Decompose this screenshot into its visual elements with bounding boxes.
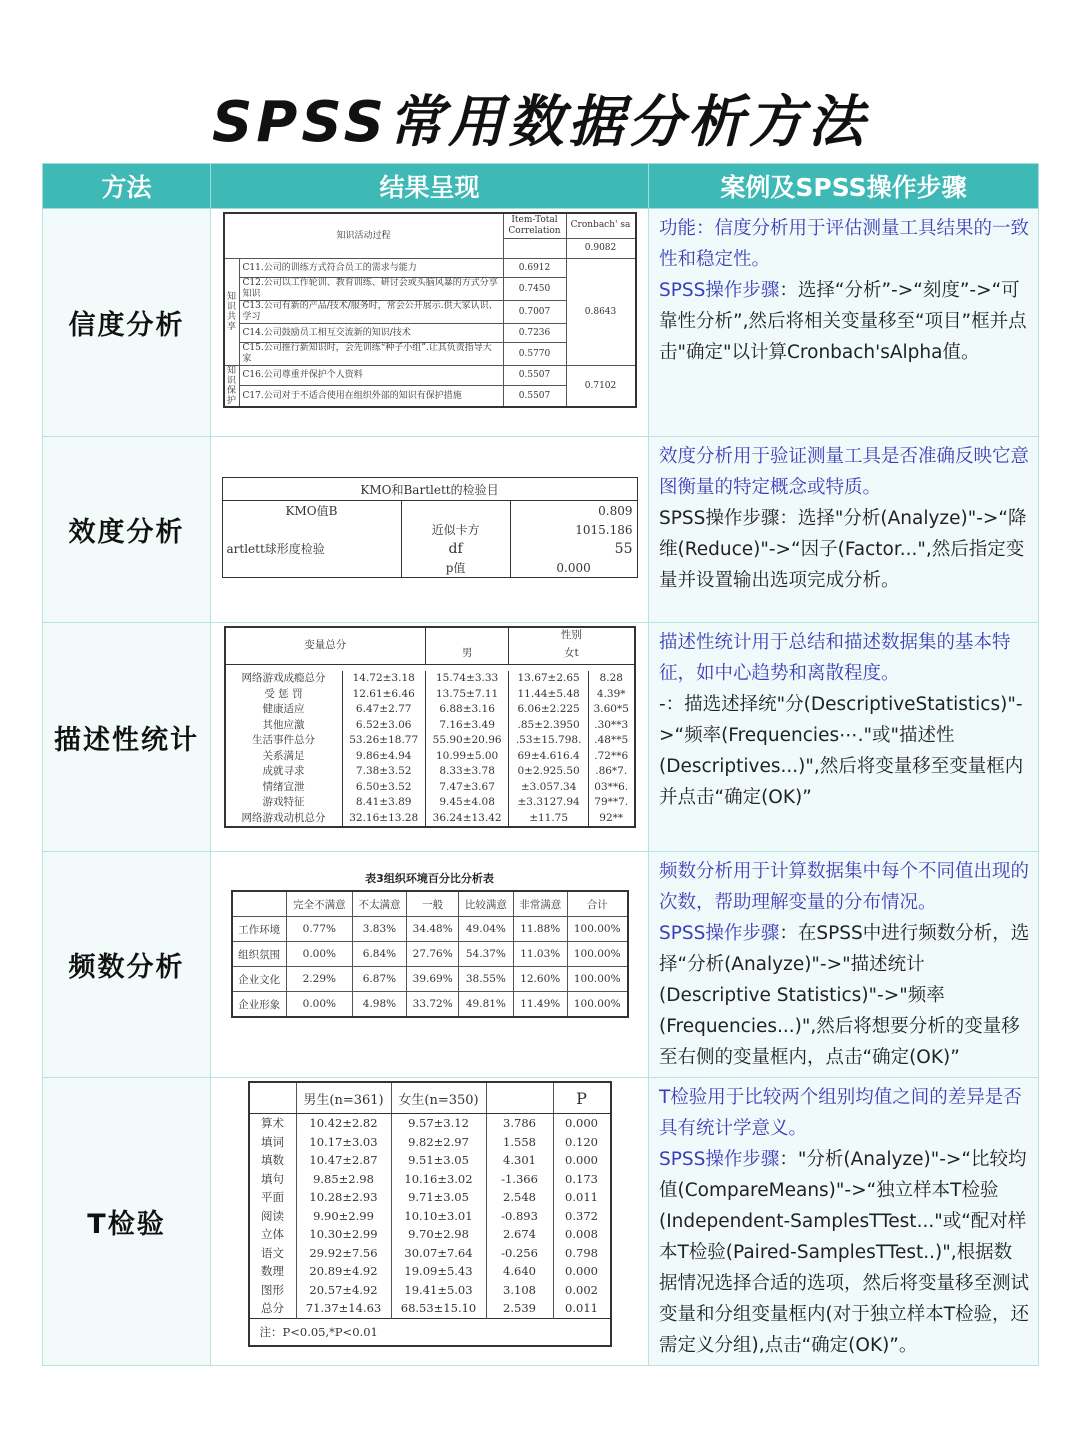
rel-value: 0.7450 bbox=[503, 278, 566, 301]
freq-cell: 11.49% bbox=[513, 992, 567, 1018]
p-label: p值 bbox=[401, 558, 510, 578]
ttest-cell: 填句 bbox=[249, 1170, 297, 1189]
frequency-desc-steps-label: SPSS操作步骤 bbox=[659, 923, 780, 944]
rel-group2-label: 知识保护 bbox=[224, 366, 240, 408]
ttest-cell: 29.92±7.56 bbox=[296, 1244, 391, 1263]
freq-caption: 表3组织环境百分比分析表 bbox=[365, 872, 494, 885]
freq-cell: 49.04% bbox=[459, 917, 513, 942]
desc-cell: 6.47±2.77 bbox=[342, 702, 425, 718]
ttest-col: 男生(n=361) bbox=[296, 1082, 391, 1114]
desc-cell: 3.60*5 bbox=[588, 702, 634, 718]
desc-cell: 69±4.616.4 bbox=[509, 749, 589, 765]
desc-cell: 55.90±20.96 bbox=[425, 733, 508, 749]
desc-cell: ±3.3127.94 bbox=[509, 795, 589, 811]
table-row bbox=[225, 702, 635, 718]
row-validity bbox=[43, 437, 1039, 623]
freq-col: 一般 bbox=[407, 891, 459, 917]
desc-cell: .86*7. bbox=[588, 764, 634, 780]
ttest-cell: 0.173 bbox=[553, 1170, 611, 1189]
ttest-note: 注：P<0.05,*P<0.01 bbox=[249, 1318, 611, 1346]
ttest-cell: 4.640 bbox=[486, 1262, 553, 1281]
desc-cell: 6.52±3.06 bbox=[342, 718, 425, 734]
desc-cell: 成就寻求 bbox=[225, 764, 343, 780]
freq-cell: 2.29% bbox=[286, 967, 352, 992]
method-frequency: 频数分析 bbox=[43, 852, 211, 1078]
ttest-cell: 1.558 bbox=[486, 1133, 553, 1152]
freq-cell: 33.72% bbox=[407, 992, 459, 1018]
page-title: SPSS常用数据分析方法 bbox=[211, 90, 869, 155]
ttest-cell: 4.301 bbox=[486, 1151, 553, 1170]
desc-cell: 15.74±3.33 bbox=[425, 671, 508, 687]
freq-cell: 27.76% bbox=[407, 942, 459, 967]
ttest-cell: 0.120 bbox=[553, 1133, 611, 1152]
row-frequency bbox=[43, 852, 1039, 1078]
ttest-cell: 9.71±3.05 bbox=[391, 1188, 486, 1207]
table-row bbox=[225, 780, 635, 796]
ttest-cell: 2.548 bbox=[486, 1188, 553, 1207]
table-row bbox=[225, 795, 635, 811]
rel-value: 0.5507 bbox=[503, 366, 566, 386]
kmo-caption: KMO和Bartlett的检验目 bbox=[222, 478, 637, 501]
frequency-desc-steps: ：在SPSS中进行频数分析，选择“分析(Analyze)"->"描述统计(Descriptive Statistics)"->"频率(Frequencies...)",然后将想要分析的变量移至右侧的变量框内，点击“确定(OK)” bbox=[659, 923, 1030, 1068]
desc-reliability bbox=[649, 209, 1039, 437]
desc-cell: 生活事件总分 bbox=[225, 733, 343, 749]
desc-cell: 其他应激 bbox=[225, 718, 343, 734]
table-row bbox=[249, 1262, 611, 1281]
ttest-desc-steps: ："分析(Analyze)"->“比较均值(CompareMeans)"->“独立样本T检验(Independent-SamplesTTest..."或“配对样本T检验(Paired-SamplesTTest..)",根据数据情况选择合适的选项，然后将变量移至测试变量和分组变量框内(对于独立样本T检验，还需定义分组),点击“确定(OK)”。 bbox=[659, 1149, 1030, 1356]
desc-cell: 92** bbox=[588, 811, 634, 828]
ttest-cell: 10.17±3.03 bbox=[296, 1133, 391, 1152]
desc-cell: 网络游戏成瘾总分 bbox=[225, 671, 343, 687]
desc-cell: 7.16±3.49 bbox=[425, 718, 508, 734]
ttest-cell: 总分 bbox=[249, 1299, 297, 1318]
desc-cell: 79**7. bbox=[588, 795, 634, 811]
desc-col-var: 变量总分 bbox=[225, 627, 426, 665]
desc-cell: 情绪宣泄 bbox=[225, 780, 343, 796]
freq-cell: 0.77% bbox=[286, 917, 352, 942]
freq-cell: 34.48% bbox=[407, 917, 459, 942]
validity-desc-intro: 效度分析用于验证测量工具是否准确反映它意图衡量的特定概念或特质。 bbox=[659, 446, 1030, 498]
freq-cell: 3.83% bbox=[352, 917, 406, 942]
ttest-cell: 9.82±2.97 bbox=[391, 1133, 486, 1152]
ttest-cell: 19.09±5.43 bbox=[391, 1262, 486, 1281]
table-row bbox=[232, 992, 628, 1018]
frequency-desc-intro: 频数分析用于计算数据集中每个不同值出现的次数，帮助理解变量的分布情况。 bbox=[659, 861, 1030, 913]
chi-label: 近似卡方 bbox=[401, 520, 510, 539]
freq-col: 非常满意 bbox=[513, 891, 567, 917]
rel-value: 0.7007 bbox=[503, 301, 566, 324]
table-row bbox=[225, 671, 635, 687]
ttest-col: 女生(n=350) bbox=[391, 1082, 486, 1114]
desc-cell: 36.24±13.42 bbox=[425, 811, 508, 828]
desc-col-gender: 性别 bbox=[509, 627, 635, 646]
table-row bbox=[232, 942, 628, 967]
ttest-cell: 20.57±4.92 bbox=[296, 1281, 391, 1300]
method-ttest: T检验 bbox=[43, 1078, 211, 1366]
desc-cell: .53±15.798. bbox=[509, 733, 589, 749]
ttest-cell: 10.30±2.99 bbox=[296, 1225, 391, 1244]
table-row bbox=[232, 967, 628, 992]
table-row bbox=[225, 733, 635, 749]
ttest-cell: 语文 bbox=[249, 1244, 297, 1263]
table-row bbox=[225, 764, 635, 780]
ttest-cell: 9.57±3.12 bbox=[391, 1114, 486, 1133]
table-row bbox=[249, 1225, 611, 1244]
row-reliability bbox=[43, 209, 1039, 437]
kmo-value: 0.809 bbox=[598, 503, 633, 518]
freq-cell: 组织氛围 bbox=[232, 942, 287, 967]
rel-header-process: 知识活动过程 bbox=[224, 213, 504, 259]
desc-cell: 6.06±2.225 bbox=[509, 702, 589, 718]
desc-cell: 13.75±7.11 bbox=[425, 687, 508, 703]
descriptive-table bbox=[224, 626, 636, 828]
ttest-cell: 0.011 bbox=[553, 1299, 611, 1318]
table-row bbox=[225, 749, 635, 765]
rel-header-alpha: Cronbach' sa bbox=[566, 213, 636, 238]
desc-cell: ±11.75 bbox=[509, 811, 589, 828]
freq-col: 合计 bbox=[567, 891, 627, 917]
freq-cell: 企业形象 bbox=[232, 992, 287, 1018]
desc-cell: 10.99±5.00 bbox=[425, 749, 508, 765]
row-descriptive bbox=[43, 623, 1039, 852]
desc-cell: 12.61±6.46 bbox=[342, 687, 425, 703]
freq-cell: 6.84% bbox=[352, 942, 406, 967]
desc-descriptive bbox=[649, 623, 1039, 852]
desc-cell: 8.33±3.78 bbox=[425, 764, 508, 780]
method-validity: 效度分析 bbox=[43, 437, 211, 623]
freq-col bbox=[232, 891, 287, 917]
rel-group1-label: 知识共享 bbox=[224, 259, 240, 366]
reliability-table bbox=[223, 212, 637, 408]
ttest-cell: 10.28±2.93 bbox=[296, 1188, 391, 1207]
desc-cell: 32.16±13.28 bbox=[342, 811, 425, 828]
ttest-cell: 0.798 bbox=[553, 1244, 611, 1263]
ttest-cell: 0.011 bbox=[553, 1188, 611, 1207]
ttest-cell: 0.372 bbox=[553, 1207, 611, 1226]
ttest-cell: -0.256 bbox=[486, 1244, 553, 1263]
descriptive-desc-steps: -：描选述择统"分(DescriptiveStatistics)"->“频率(Frequencies⋯."或"描述性(Descriptives...)",然后将变量移至变量框内并点击“确定(OK)” bbox=[659, 694, 1024, 808]
freq-cell: 100.00% bbox=[567, 942, 627, 967]
desc-frequency bbox=[649, 852, 1039, 1078]
desc-cell: 9.45±4.08 bbox=[425, 795, 508, 811]
kmo-label: KMO值B bbox=[222, 501, 401, 521]
desc-cell: 8.28 bbox=[588, 671, 634, 687]
rel-item: C11.公司的训练方式符合员工的需求与能力 bbox=[239, 259, 503, 278]
figure-descriptive bbox=[211, 623, 649, 852]
freq-cell: 企业文化 bbox=[232, 967, 287, 992]
df-value: 55 bbox=[614, 540, 633, 557]
ttest-cell: 9.70±2.98 bbox=[391, 1225, 486, 1244]
ttest-cell: 9.90±2.99 bbox=[296, 1207, 391, 1226]
figure-frequency bbox=[211, 852, 649, 1078]
ttest-cell: 3.108 bbox=[486, 1281, 553, 1300]
freq-cell: 100.00% bbox=[567, 967, 627, 992]
header-result: 结果呈现 bbox=[211, 164, 649, 209]
freq-col: 比较满意 bbox=[459, 891, 513, 917]
ttest-cell: 68.53±15.10 bbox=[391, 1299, 486, 1318]
rel-item: C15.公司推行新知识时，会先训练“种子小组”.让其负责指导大家 bbox=[239, 343, 503, 366]
kmo-table bbox=[222, 477, 638, 578]
figure-validity bbox=[211, 437, 649, 623]
table-row bbox=[249, 1151, 611, 1170]
row-ttest bbox=[43, 1078, 1039, 1366]
rel-item: C13.公司有新的产品/技术/服务时，常会公开展示.供大家认识、学习 bbox=[239, 301, 503, 324]
ttest-cell: 9.85±2.98 bbox=[296, 1170, 391, 1189]
freq-cell: 54.37% bbox=[459, 942, 513, 967]
ttest-cell: 0.000 bbox=[553, 1114, 611, 1133]
desc-cell: 6.50±3.52 bbox=[342, 780, 425, 796]
ttest-cell: 10.10±3.01 bbox=[391, 1207, 486, 1226]
ttest-col bbox=[249, 1082, 297, 1114]
table-row bbox=[249, 1188, 611, 1207]
freq-cell: 39.69% bbox=[407, 967, 459, 992]
desc-cell: 7.38±3.52 bbox=[342, 764, 425, 780]
desc-cell: 关系满足 bbox=[225, 749, 343, 765]
validity-desc-steps: SPSS操作步骤：选择"分析(Analyze)"->“降维(Reduce)"->“因子(Factor...",然后指定变量并设置输出选项完成分析。 bbox=[659, 508, 1027, 591]
rel-desc-steps-label: SPSS操作步骤 bbox=[659, 280, 780, 301]
freq-col: 完全不满意 bbox=[286, 891, 352, 917]
chi-value: 1015.186 bbox=[575, 522, 633, 537]
rel-item: C12.公司以工作轮训、教育训练、研讨会或头脑风暴的方式分享知识 bbox=[239, 278, 503, 301]
rel-value: 0.5770 bbox=[503, 343, 566, 366]
freq-cell: 6.87% bbox=[352, 967, 406, 992]
table-row bbox=[225, 811, 635, 828]
freq-cell: 0.00% bbox=[286, 942, 352, 967]
desc-cell: 14.72±3.18 bbox=[342, 671, 425, 687]
freq-cell: 11.88% bbox=[513, 917, 567, 942]
desc-col-female: 女t bbox=[509, 646, 635, 664]
freq-col: 不太满意 bbox=[352, 891, 406, 917]
methods-table bbox=[42, 163, 1039, 1366]
desc-cell: 4.39* bbox=[588, 687, 634, 703]
p-value: 0.000 bbox=[556, 560, 591, 575]
desc-cell: .48**5 bbox=[588, 733, 634, 749]
ttest-cell: 算术 bbox=[249, 1114, 297, 1133]
frequency-table bbox=[231, 890, 629, 1018]
desc-validity bbox=[649, 437, 1039, 623]
freq-cell: 0.00% bbox=[286, 992, 352, 1018]
rel-item: C16.公司尊重并保护个人资料 bbox=[239, 366, 503, 386]
header-steps: 案例及SPSS操作步骤 bbox=[649, 164, 1039, 209]
rel-group1-alpha: 0.8643 bbox=[566, 259, 636, 366]
ttest-cell: -0.893 bbox=[486, 1207, 553, 1226]
ttest-cell: 71.37±14.63 bbox=[296, 1299, 391, 1318]
desc-cell: 11.44±5.48 bbox=[509, 687, 589, 703]
ttest-cell: 0.008 bbox=[553, 1225, 611, 1244]
rel-group2-alpha: 0.7102 bbox=[566, 366, 636, 408]
ttest-cell: 10.16±3.02 bbox=[391, 1170, 486, 1189]
desc-cell: 网络游戏动机总分 bbox=[225, 811, 343, 828]
method-reliability: 信度分析 bbox=[43, 209, 211, 437]
rel-value: 0.7236 bbox=[503, 324, 566, 343]
figure-ttest bbox=[211, 1078, 649, 1366]
desc-cell: 游戏特征 bbox=[225, 795, 343, 811]
bartlett-label: artlett球形度检验 bbox=[222, 539, 401, 558]
table-row bbox=[249, 1133, 611, 1152]
rel-header-itc: Item-Total Correlation bbox=[503, 213, 566, 238]
table-header-row bbox=[43, 164, 1039, 209]
desc-cell: 53.26±18.77 bbox=[342, 733, 425, 749]
ttest-cell: 0.000 bbox=[553, 1151, 611, 1170]
rel-overall-alpha: 0.9082 bbox=[566, 238, 636, 258]
freq-cell: 38.55% bbox=[459, 967, 513, 992]
descriptive-desc-intro: 描述性统计用于总结和描述数据集的基本特征，如中心趋势和离散程度。 bbox=[659, 632, 1011, 684]
desc-cell: 0±2.925.50 bbox=[509, 764, 589, 780]
table-row bbox=[249, 1244, 611, 1263]
ttest-cell: 数理 bbox=[249, 1262, 297, 1281]
desc-cell: 13.67±2.65 bbox=[509, 671, 589, 687]
ttest-cell: 20.89±4.92 bbox=[296, 1262, 391, 1281]
ttest-cell: 图形 bbox=[249, 1281, 297, 1300]
desc-ttest bbox=[649, 1078, 1039, 1366]
ttest-cell: 10.42±2.82 bbox=[296, 1114, 391, 1133]
freq-cell: 49.81% bbox=[459, 992, 513, 1018]
freq-cell: 12.60% bbox=[513, 967, 567, 992]
ttest-cell: 3.786 bbox=[486, 1114, 553, 1133]
rel-value: 0.6912 bbox=[503, 259, 566, 278]
freq-cell: 11.03% bbox=[513, 942, 567, 967]
ttest-table bbox=[248, 1081, 612, 1347]
table-row bbox=[249, 1170, 611, 1189]
desc-col-male: 男 bbox=[425, 646, 508, 664]
figure-reliability bbox=[211, 209, 649, 437]
desc-cell: .85±2.3950 bbox=[509, 718, 589, 734]
ttest-cell: 30.07±7.64 bbox=[391, 1244, 486, 1263]
table-row bbox=[249, 1281, 611, 1300]
ttest-cell: 2.539 bbox=[486, 1299, 553, 1318]
ttest-cell: 10.47±2.87 bbox=[296, 1151, 391, 1170]
ttest-cell: 立体 bbox=[249, 1225, 297, 1244]
ttest-col bbox=[486, 1082, 553, 1114]
table-row bbox=[225, 718, 635, 734]
ttest-cell: 阅读 bbox=[249, 1207, 297, 1226]
freq-cell: 4.98% bbox=[352, 992, 406, 1018]
header-method: 方法 bbox=[43, 164, 211, 209]
table-row bbox=[232, 917, 628, 942]
table-row bbox=[249, 1299, 611, 1318]
table-row bbox=[249, 1114, 611, 1133]
ttest-cell: 平面 bbox=[249, 1188, 297, 1207]
desc-cell: 9.86±4.94 bbox=[342, 749, 425, 765]
desc-cell: 健康适应 bbox=[225, 702, 343, 718]
desc-cell: 03**6. bbox=[588, 780, 634, 796]
freq-cell: 100.00% bbox=[567, 917, 627, 942]
desc-cell: 6.88±3.16 bbox=[425, 702, 508, 718]
rel-value: 0.5507 bbox=[503, 386, 566, 407]
rel-desc-intro: 功能：信度分析用于评估测量工具结果的一致性和稳定性。 bbox=[659, 218, 1030, 270]
desc-cell: .72**6 bbox=[588, 749, 634, 765]
ttest-desc-steps-label: SPSS操作步骤 bbox=[659, 1149, 780, 1170]
freq-cell: 工作环境 bbox=[232, 917, 287, 942]
method-descriptive: 描述性统计 bbox=[43, 623, 211, 852]
ttest-cell: 0.002 bbox=[553, 1281, 611, 1300]
freq-cell: 100.00% bbox=[567, 992, 627, 1018]
desc-cell: 受 惩 罚 bbox=[225, 687, 343, 703]
ttest-cell: 2.674 bbox=[486, 1225, 553, 1244]
ttest-cell: 填词 bbox=[249, 1133, 297, 1152]
rel-item: C14.公司鼓励员工相互交流新的知识/技术 bbox=[239, 324, 503, 343]
desc-cell: 8.41±3.89 bbox=[342, 795, 425, 811]
desc-cell: 7.47±3.67 bbox=[425, 780, 508, 796]
desc-cell: .30**3 bbox=[588, 718, 634, 734]
table-row bbox=[249, 1207, 611, 1226]
ttest-cell: 19.41±5.03 bbox=[391, 1281, 486, 1300]
ttest-col: P bbox=[553, 1082, 611, 1114]
ttest-cell: 0.000 bbox=[553, 1262, 611, 1281]
df-label: df bbox=[401, 539, 510, 558]
ttest-cell: 填数 bbox=[249, 1151, 297, 1170]
rel-item: C17.公司对于不适合使用在组织外部的知识有保护措施 bbox=[239, 386, 503, 407]
desc-cell: ±3.057.34 bbox=[509, 780, 589, 796]
ttest-cell: 9.51±3.05 bbox=[391, 1151, 486, 1170]
ttest-desc-intro: T检验用于比较两个组别均值之间的差异是否具有统计学意义。 bbox=[659, 1087, 1022, 1139]
table-row bbox=[225, 687, 635, 703]
rel-desc-steps: ：选择“分析”->“刻度”->“可靠性分析”,然后将相关变量移至“项目”框并点击"确定"以计算Cronbach'sAlpha值。 bbox=[659, 280, 1027, 363]
ttest-cell: -1.366 bbox=[486, 1170, 553, 1189]
